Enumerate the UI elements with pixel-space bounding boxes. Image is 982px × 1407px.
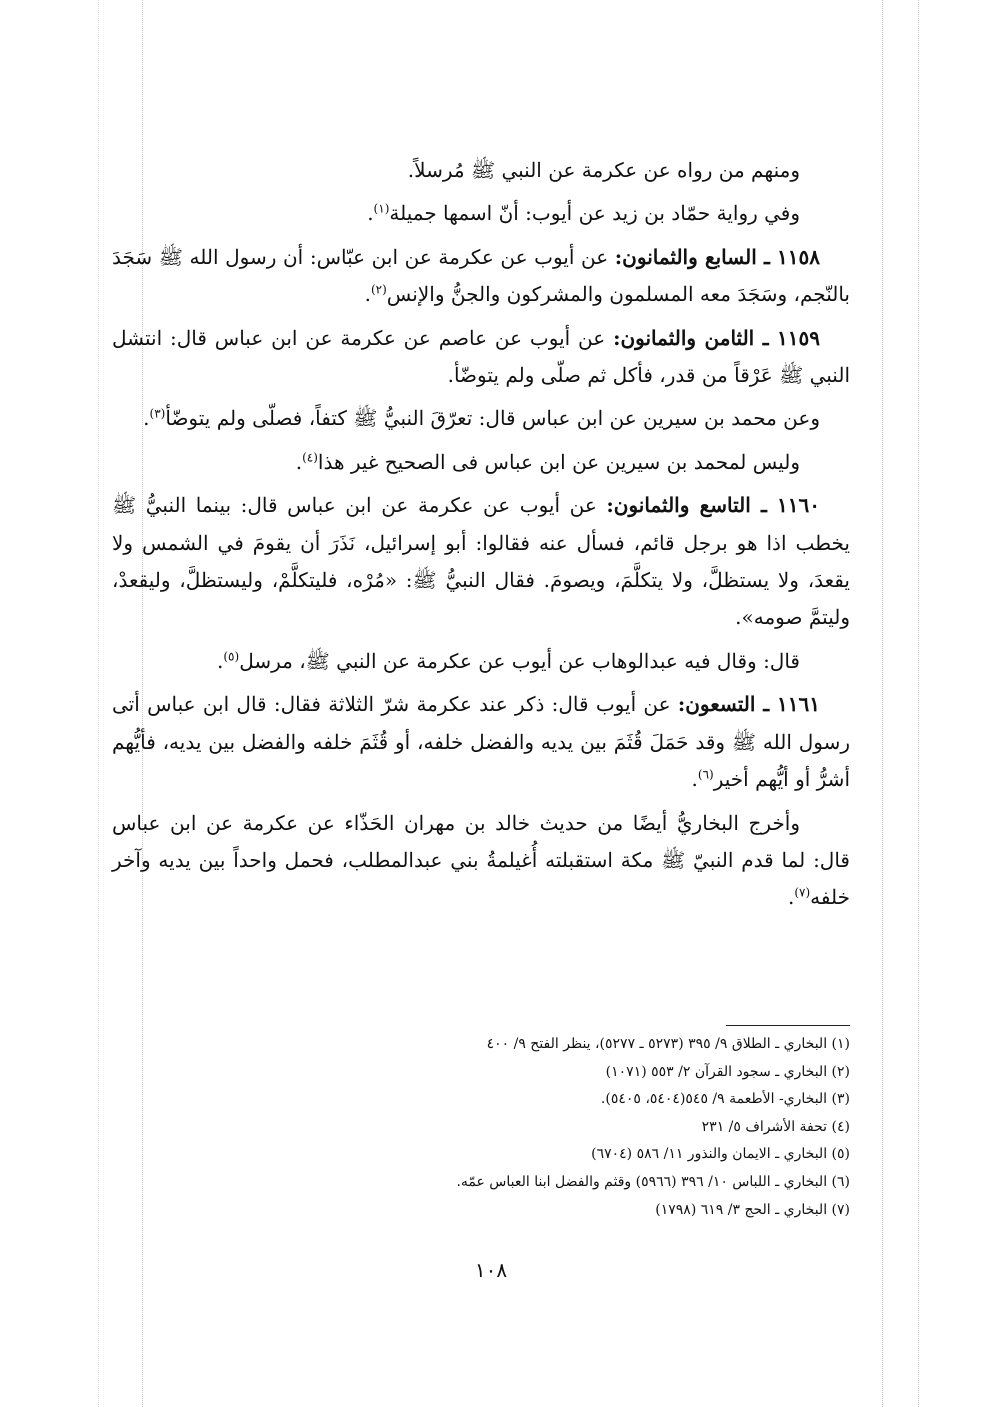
footnote: (٣) البخاري- الأطعمة ٩/ ٥٤٥(٥٤٠٤، ٥٤٠٥). (600, 1091, 850, 1108)
paragraph-text: وأخرج البخاريُّ أيضًا من حديث خالد بن مهران الحَذّاء عن عكرمة عن ابن عباس قال: لما قدم النبيّ ﷺ مكة استقبلته أُغيلمةُ بني عبدالمطلب، فحمل واحداً بين يديه وآخر خلفه (112, 810, 850, 910)
hadith-entry (112, 239, 850, 314)
footnote: (٦) البخاري ـ اللباس ١٠/ ٣٩٦ (٥٩٦٦) وقثم والفضل ابنا العباس عمّه. (456, 1173, 850, 1190)
footnote: (٢) البخاري ـ سجود القرآن ٢/ ٥٥٣ (١٠٧١) (605, 1063, 850, 1080)
hadith-entry (112, 487, 850, 637)
paragraph-text: قال: وقال فيه عبدالوهاب عن أيوب عن عكرمة عن النبي ﷺ، مرسل (239, 648, 800, 673)
footnote-ref: (٣) (149, 406, 166, 421)
paragraph-text: وعن محمد بن سيرين عن ابن عباس قال: تعرّقَ النبيُّ ﷺ كتفاً، فصلّى ولم يتوضّأ (165, 406, 820, 431)
scan-artifact-line (98, 0, 99, 1407)
hadith-heading: ١١٦١ ـ التسعون: (677, 692, 820, 717)
paragraph (112, 195, 850, 232)
footnote-separator (726, 1025, 850, 1026)
footnote: (٥) البخاري ـ الايمان والنذور ١١/ ٥٨٦ (٦٧٠٤) (591, 1146, 850, 1163)
paragraph-tail: . (217, 648, 224, 673)
paragraph (112, 152, 850, 189)
footnote: (٤) تحفة الأشراف ٥/ ٢٣١ (701, 1118, 850, 1135)
footnote: (١) البخاري ـ الطلاق ٩/ ٣٩٥ (٥٢٧٣ ـ ٥٢٧٧)، ينظر الفتح ٩/ ٤٠٠ (486, 1036, 850, 1052)
footnote-ref: (٤) (302, 450, 318, 465)
footnote: (٧) البخاري ـ الحج ٣/ ٦١٩ (١٧٩٨) (655, 1201, 850, 1218)
paragraph-text: ومنهم من رواه عن عكرمة عن النبي ﷺ مُرسلاً. (407, 158, 800, 182)
hadith-heading: ١١٥٩ ـ الثامن والثمانون: (613, 325, 820, 350)
hadith-heading: ١١٦٠ ـ التاسع والثمانون: (606, 493, 820, 518)
footnote-ref: (٢) (370, 282, 387, 297)
paragraph-text: عن أيوب قال: ذكر عند عكرمة شرّ الثلاثة فقال: قال ابن عباس أتى رسول الله ﷺ وقد حَمَلَ قُثَمَ بين يديه والفضل خلفه، أو قُثَمَ خلفه والفضل بين يديه، فأيُّهم أشرُّ أو أيُّهم أخير (112, 692, 850, 792)
paragraph-text: وليس لمحمد بن سيرين عن ابن عباس فى الصحيح غير هذا (317, 449, 800, 474)
footnote-ref: (٧) (794, 885, 811, 900)
hadith-entry (112, 686, 850, 798)
footnote-ref: (٦) (697, 767, 714, 782)
main-text (112, 152, 850, 923)
footnote-ref: (٥) (223, 649, 240, 664)
paragraph-tail: . (295, 449, 303, 474)
hadith-heading: ١١٥٨ ـ السابع والثمانون: (614, 244, 821, 269)
paragraph-tail: . (691, 767, 698, 792)
paragraph-text: عن أيوب عن عكرمة عن ابن عبّاس: أن رسول الله ﷺ سَجَدَ بالنّجم، وسَجَدَ معه المسلمون والمشركون والجنُّ والإنس (112, 244, 850, 307)
footnote-ref: (١) (373, 201, 390, 216)
paragraph-tail: . (143, 406, 150, 431)
paragraph (112, 400, 850, 437)
paragraph-tail: . (787, 885, 795, 910)
paragraph-tail: . (367, 201, 374, 226)
paragraph (112, 805, 850, 917)
paragraph-text: عن أيوب عن عكرمة عن ابن عباس قال: بينما النبيُّ ﷺ يخطب اذا هو برجل قائم، فسأل عنه فقالوا: أبو إسرائيل، نَذَرَ أن يقومَ في الشمس ولا يقعدَ، ولا يستظلَّ، ولا يتكلَّمَ، ويصومَ. فقال النبيُّ ﷺ: «مُرْه، فليتكلَّمْ، وليستظلَّ، وليقعدْ، وليتمَّ صومه». (112, 493, 850, 630)
hadith-entry (112, 320, 850, 395)
paragraph-text: عن أيوب عن عاصم عن عكرمة عن ابن عباس قال: انتشل النبي ﷺ عَرْقاً من قدر، فأكل ثم صلّى ولم يتوضّأ. (112, 325, 850, 388)
scan-artifact-line (918, 0, 919, 1407)
paragraph-tail: . (364, 282, 371, 307)
footnotes (200, 1031, 850, 1224)
paragraph (112, 643, 850, 680)
paragraph (112, 444, 850, 481)
scan-artifact-line (882, 0, 883, 1407)
page-number: ١٠٨ (474, 1258, 508, 1282)
paragraph-text: وفي رواية حمّاد بن زيد عن أيوب: أنّ اسمها جميلة (389, 201, 800, 226)
